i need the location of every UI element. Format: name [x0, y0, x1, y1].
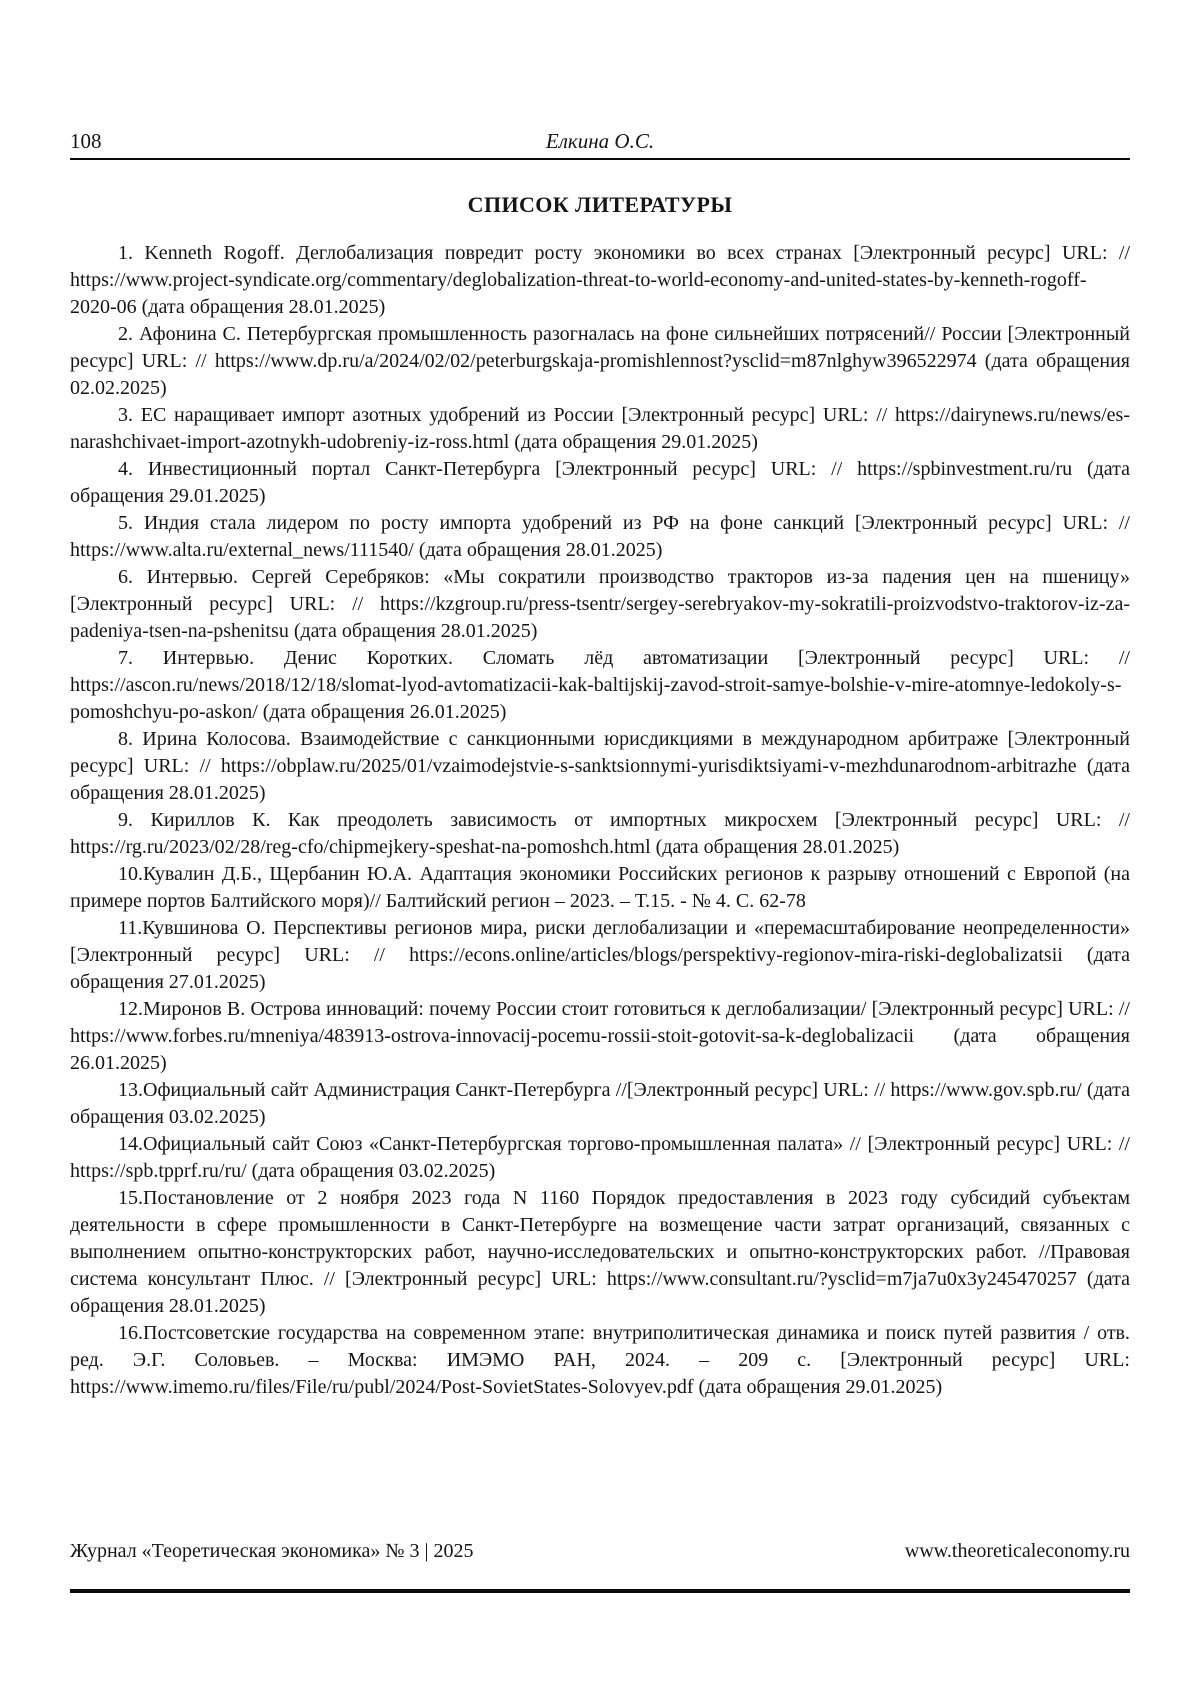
reference-entry: 6. Интервью. Сергей Серебряков: «Мы сократили производство тракторов из-за падения цен на пшеницу» [Электронный ресурс] URL: // https://kzgroup.ru/press-tsentr/sergey-serebryakov-my-sokratili-proizvodstvo-traktorov-iz-za-padeniya-tsen-na-pshenitsu (дата обращения 28.01.2025) — [70, 566, 1130, 642]
reference-entry: 3. ЕС наращивает импорт азотных удобрений из России [Электронный ресурс] URL: // https://dairynews.ru/news/es-narashchivaet-import-azotnykh-udobreniy-iz-ross.html (дата обращения 29.01.2025) — [70, 404, 1130, 453]
reference-entry: 4. Инвестиционный портал Санкт-Петербурга [Электронный ресурс] URL: // https://spbinvestment.ru/ru (дата обращения 29.01.2025) — [70, 458, 1130, 507]
reference-entry: 5. Индия стала лидером по росту импорта удобрений из РФ на фоне санкций [Электронный ресурс] URL: // https://www.alta.ru/external_news/111540/ (дата обращения 28.01.2025) — [70, 512, 1130, 561]
reference-entry: 13.Официальный сайт Администрация Санкт-Петербурга //[Электронный ресурс] URL: // https://www.gov.spb.ru/ (дата обращения 03.02.2025) — [70, 1079, 1130, 1128]
reference-entry: 15.Постановление от 2 ноября 2023 года N 1160 Порядок предоставления в 2023 году субсидий субъектам деятельности в сфере промышленности в Санкт-Петербурге на возмещение части затрат организаций, связанных с выполнением опытно-конструкторских работ, научно-исследовательских и опытно-конструкторских работ. //Правовая система консультант Плюс. // [Электронный ресурс] URL: https://www.consultant.ru/?ysclid=m7ja7u0x3y245470257 (дата обращения 28.01.2025) — [70, 1187, 1130, 1317]
reference-entry: 10.Кувалин Д.Б., Щербанин Ю.А. Адаптация экономики Российских регионов к разрыву отношений с Европой (на примере портов Балтийского моря)// Балтийский регион – 2023. – Т.15. - № 4. С. 62-78 — [70, 863, 1130, 912]
page-footer — [70, 1538, 1130, 1564]
reference-entry: 14.Официальный сайт Союз «Санкт-Петербургская торгово-промышленная палата» // [Электронный ресурс] URL: // https://spb.tpprf.ru/ru/ (дата обращения 03.02.2025) — [70, 1133, 1130, 1182]
reference-entry: 9. Кириллов К. Как преодолеть зависимость от импортных микросхем [Электронный ресурс] URL: // https://rg.ru/2023/02/28/reg-cfo/chipmejkery-speshat-na-pomoshch.html (дата обращения 28.01.2025) — [70, 809, 1130, 858]
journal-website: www.theoreticaleconomy.ru — [904, 1540, 1130, 1562]
reference-entry: 1. Kenneth Rogoff. Деглобализация повредит росту экономики во всех странах [Электронный ресурс] URL: // https://www.project-syndicate.org/commentary/deglobalization-threat-to-world-economy-and-united-states-by-kenneth-rogoff-2020-06 (дата обращения 28.01.2025) — [70, 242, 1130, 318]
reference-entry: 2. Афонина С. Петербургская промышленность разогналась на фоне сильнейших потрясений// России [Электронный ресурс] URL: // https://www.dp.ru/a/2024/02/02/peterburgskaja-promishlennost?ysclid=m87nlghyw396522974 (дата обращения 02.02.2025) — [70, 323, 1130, 399]
reference-entry: 16.Постсоветские государства на современном этапе: внутриполитическая динамика и поиск путей развития / отв. ред. Э.Г. Соловьев. – Москва: ИМЭМО РАН, 2024. – 209 с. [Электронный ресурс] URL: https://www.imemo.ru/files/File/ru/publ/2024/Post-SovietStates-Solovyev.pdf (дата обращения 29.01.2025) — [70, 1322, 1130, 1398]
header-rule — [70, 158, 1130, 160]
section-title: СПИСОК ЛИТЕРАТУРЫ — [467, 192, 733, 217]
reference-list — [70, 240, 1130, 1401]
running-author: Елкина О.С. — [545, 129, 655, 153]
footer-rule — [70, 1589, 1130, 1593]
reference-entry: 7. Интервью. Денис Коротких. Сломать лёд автоматизации [Электронный ресурс] URL: // https://ascon.ru/news/2018/12/18/slomat-lyod-avtomatizacii-kak-baltijskij-zavod-stroit-samye-bolshie-v-mire-atomnye-ledokoly-s-pomoshchyu-po-askon/ (дата обращения 26.01.2025) — [70, 647, 1130, 723]
journal-name: Журнал «Теоретическая экономика» № 3 | 2025 — [70, 1540, 474, 1562]
reference-entry: 12.Миронов В. Острова инноваций: почему России стоит готовиться к деглобализации/ [Электронный ресурс] URL: // https://www.forbes.ru/mneniya/483913-ostrova-innovacij-pocemu-rossii-stoit-gotovit-sa-k-deglobalizacii (дата обращения 26.01.2025) — [70, 998, 1130, 1074]
page-number: 108 — [70, 129, 102, 153]
reference-entry: 11.Кувшинова О. Перспективы регионов мира, риски деглобализации и «перемасштабирование неопределенности» [Электронный ресурс] URL: // https://econs.online/articles/blogs/perspektivy-regionov-mira-riski-deglobalizatsii (дата обращения 27.01.2025) — [70, 917, 1130, 993]
reference-entry: 8. Ирина Колосова. Взаимодействие с санкционными юрисдикциями в международном арбитраже [Электронный ресурс] URL: // https://obplaw.ru/2025/01/vzaimodejstvie-s-sanktsionnymi-yurisdiktsiyami-v-mezhdunarodnom-arbitrazhe (дата обращения 28.01.2025) — [70, 728, 1130, 804]
running-head — [70, 128, 1130, 154]
